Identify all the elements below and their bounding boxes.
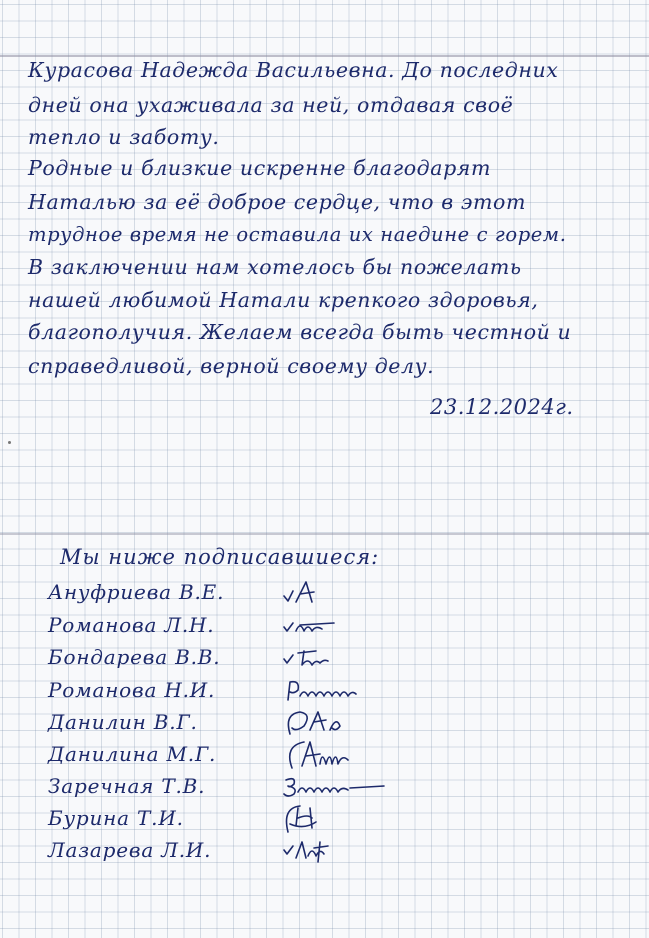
letter-line: В заключении нам хотелось бы пожелать — [28, 255, 522, 279]
signature-row — [0, 838, 649, 870]
signer-name: Ануфриева В.Е. — [48, 580, 225, 604]
paper-speck — [8, 441, 11, 444]
signer-name: Романова Л.Н. — [48, 613, 215, 637]
top-margin-line — [0, 55, 649, 57]
signature-row — [0, 580, 649, 612]
letter-line: дней она ухаживала за ней, отдавая своё — [28, 93, 514, 117]
handwritten-signature — [280, 770, 390, 804]
handwritten-signature — [280, 609, 390, 643]
section-fold-line — [0, 533, 649, 535]
letter-line: трудное время не оставила их наедине с горем. — [28, 223, 567, 246]
handwritten-signature — [280, 802, 390, 836]
letter-line: справедливой, верной своему делу. — [28, 354, 435, 378]
signer-name: Данилина М.Г. — [48, 742, 217, 766]
letter-line: благополучия. Желаем всегда быть честной и — [28, 320, 572, 344]
handwritten-signature — [280, 576, 390, 610]
letter-line: тепло и заботу. — [28, 125, 220, 149]
handwritten-signature — [280, 641, 390, 675]
signer-name: Лазарева Л.И. — [48, 838, 212, 862]
signer-name: Романова Н.И. — [48, 678, 216, 702]
signer-name: Бурина Т.И. — [48, 806, 184, 830]
handwritten-signature — [280, 834, 390, 868]
letter-line: Курасова Надежда Васильевна. До последних — [28, 58, 559, 82]
letter-line: Наталью за её доброе сердце, что в этот — [28, 190, 526, 214]
handwritten-signature — [280, 674, 390, 708]
signer-name: Бондарева В.В. — [48, 645, 221, 669]
signature-heading: Мы ниже подписавшиеся: — [60, 545, 380, 569]
signer-name: Заречная Т.В. — [48, 774, 206, 798]
letter-line: Родные и близкие искренне благодарят — [28, 156, 492, 180]
handwritten-signature — [280, 706, 390, 740]
handwritten-signature — [280, 738, 390, 772]
signer-name: Данилин В.Г. — [48, 710, 198, 734]
letter-line: нашей любимой Натали крепкого здоровья, — [28, 288, 539, 312]
letter-date: 23.12.2024г. — [430, 395, 574, 419]
signature-row — [0, 645, 649, 677]
